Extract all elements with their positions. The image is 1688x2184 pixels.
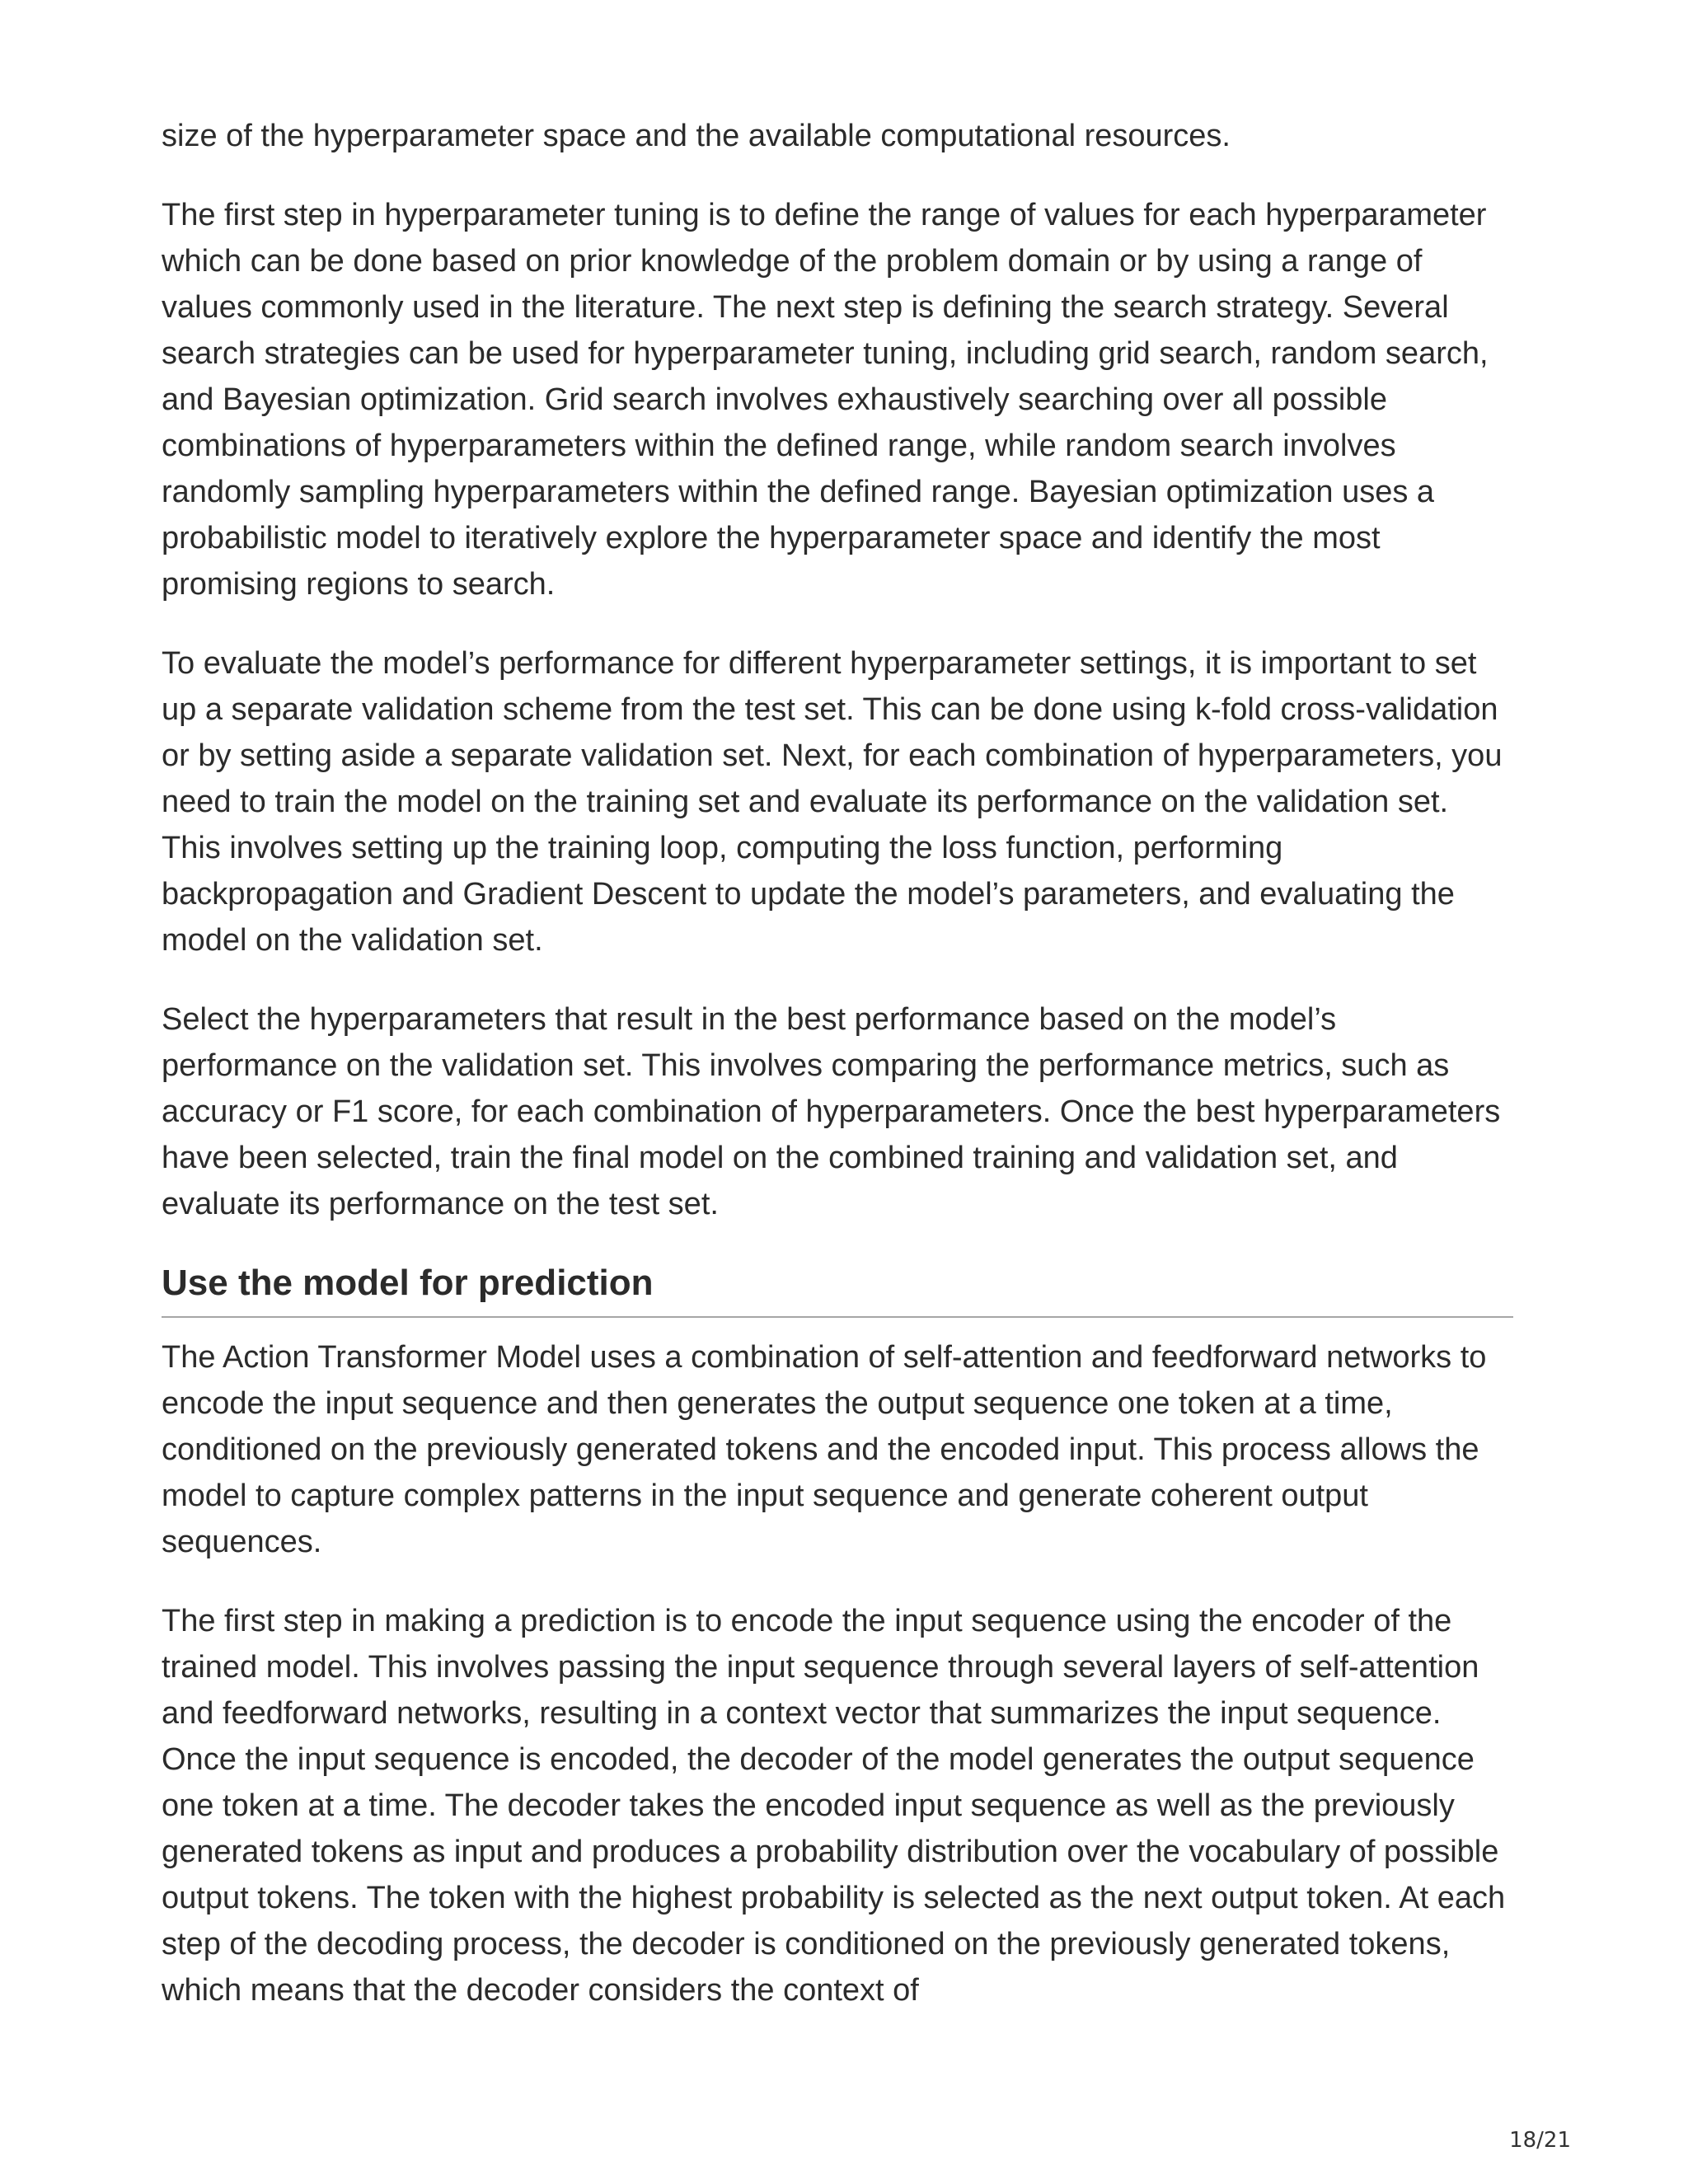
- paragraph-tuning-first-step: The first step in hyperparameter tuning is to define the range of values for each hyperparameter which can be done based on prior knowledge of the problem domain or by using a range of values commonly used in the literature. The next step is defining the search strategy. Several search strategies can be used for hyperparameter tuning, including grid search, random search, and Bayesian optimization. Grid search involves exhaustively searching over all possible combinations of hyperparameters within the defined range, while random search involves randomly sampling hyperparameters within the defined range. Bayesian optimization uses a probabilistic model to iteratively explore the hyperparameter space and identify the most promising regions to search.: [162, 198, 1489, 602]
- paragraph-hyperparameter-space: size of the hyperparameter space and the available computational resources.: [162, 119, 1231, 153]
- paragraph-evaluate-performance: To evaluate the model’s performance for different hyperparameter settings, it is important to set up a separate validation scheme from the test set. This can be done using k-fold cross-validation or by setting aside a separate validation set. Next, for each combination of hyperparameters, you need to train the model on the training set and evaluate its performance on the validation set. This involves setting up the training loop, computing the loss function, performing backpropagation and Gradient Descent to update the model’s parameters, and evaluating the model on the validation set.: [162, 646, 1503, 958]
- page-number: 18/21: [1509, 2128, 1571, 2153]
- paragraph-action-transformer: The Action Transformer Model uses a combination of self-attention and feedforward networks to encode the input sequence and then generates the output sequence one token at a time, conditioned on the previously generated tokens and the encoded input. This process allows the model to capture complex patterns in the input sequence and generate coherent output sequences.: [162, 1340, 1487, 1559]
- paragraph-select-hyperparameters: Select the hyperparameters that result in the best performance based on the model’s performance on the validation set. This involves comparing the performance metrics, such as accuracy or F1 score, for each combination of hyperparameters. Once the best hyperparameters have been selected, train the final model on the combined training and validation set, and evaluate its performance on the test set.: [162, 1002, 1501, 1221]
- paragraph-prediction-first-step: The first step in making a prediction is to encode the input sequence using the encoder of the trained model. This involves passing the input sequence through several layers of self-attention and feedforward networks, resulting in a context vector that summarizes the input sequence. Once the input sequence is encoded, the decoder of the model generates the output sequence one token at a time. The decoder takes the encoded input sequence as well as the previously generated tokens as input and produces a probability distribution over the vocabulary of possible output tokens. The token with the highest probability is selected as the next output token. At each step of the decoding process, the decoder is conditioned on the previously generated tokens, which means that the decoder considers the context of: [162, 1604, 1506, 2008]
- document-body: [162, 113, 1513, 2046]
- section-heading-prediction: Use the model for prediction: [162, 1260, 1513, 1318]
